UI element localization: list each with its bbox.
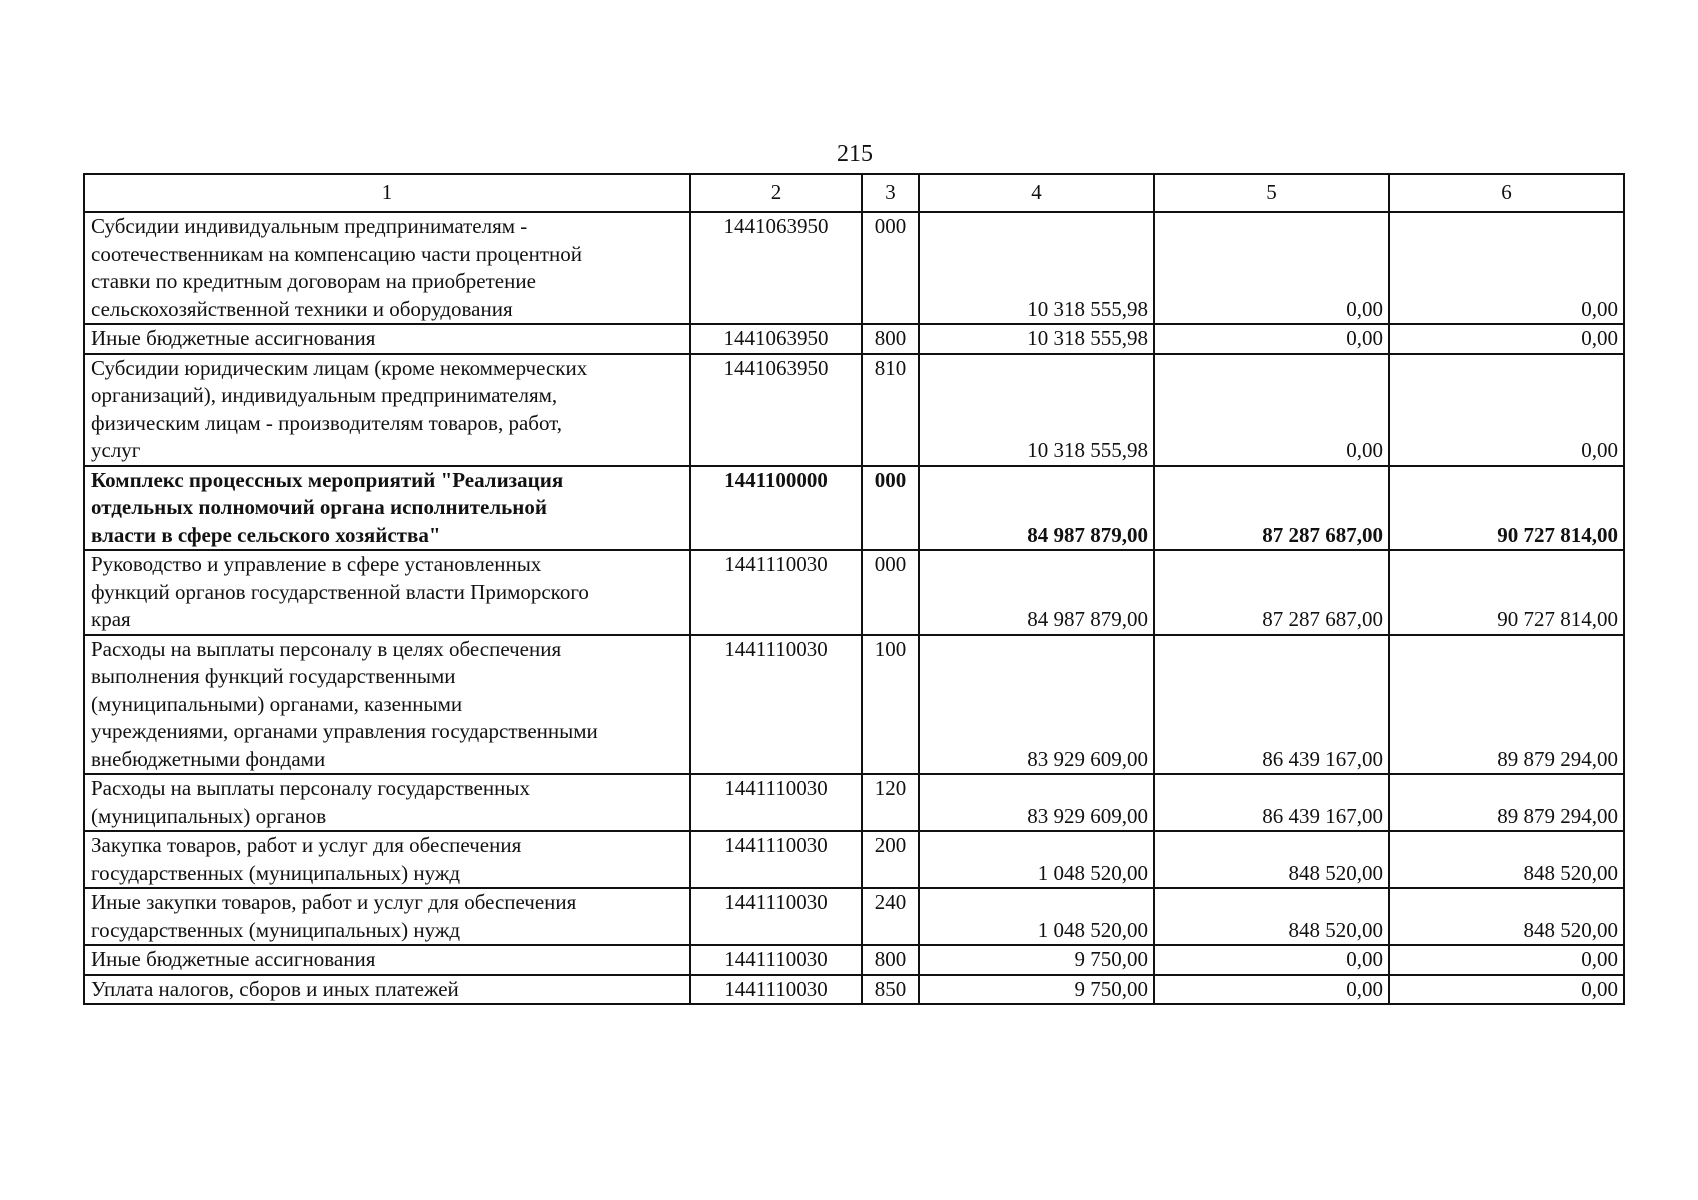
expense-name-line: Субсидии индивидуальным предпринимателям - [91,214,528,238]
table-row [84,324,1624,354]
column-header: 5 [1154,174,1389,212]
expense-name-cell [84,212,690,324]
expense-name-line: сельскохозяйственной техники и оборудования [91,296,513,321]
target-article-cell: 1441110030 [690,831,862,888]
expense-name-cell [84,975,690,1005]
amount-cell-col5: 86 439 167,00 [1154,774,1389,831]
expense-name-line: (муниципальных) органов [91,803,327,828]
expense-name-cell [84,635,690,775]
amount-cell-col5: 0,00 [1154,324,1389,354]
expense-type-cell: 000 [862,550,919,635]
amount-cell-col6: 90 727 814,00 [1389,466,1624,551]
amount-cell-col5: 0,00 [1154,212,1389,324]
expense-name-line: края [91,607,131,631]
expense-name-line: Иные бюджетные ассигнования [91,947,376,971]
amount-cell-col5: 0,00 [1154,354,1389,466]
column-header: 2 [690,174,862,212]
expense-type-cell: 800 [862,324,919,354]
amount-cell-col5: 0,00 [1154,975,1389,1005]
amount-cell-col5: 87 287 687,00 [1154,466,1389,551]
target-article-cell: 1441110030 [690,945,862,975]
amount-cell-col6: 848 520,00 [1389,888,1624,945]
target-article-cell: 1441063950 [690,354,862,466]
expense-type-cell: 100 [862,635,919,775]
expense-name-line: Комплекс процессных мероприятий "Реализация [91,467,564,492]
expense-name-line: Иные бюджетные ассигнования [91,326,376,350]
table-row [84,354,1624,466]
amount-cell-col6: 0,00 [1389,945,1624,975]
table-row [84,831,1624,888]
expense-name-line: Уплата налогов, сборов и иных платежей [91,976,459,1001]
target-article-cell: 1441100000 [690,466,862,551]
expense-type-cell: 800 [862,945,919,975]
target-article-cell: 1441063950 [690,324,862,354]
page-number: 215 [837,141,873,167]
amount-cell-col5: 86 439 167,00 [1154,635,1389,775]
expense-name-line: Субсидии юридическим лицам (кроме некоммерческих [91,355,588,380]
amount-cell-col6: 0,00 [1389,975,1624,1005]
column-header: 3 [862,174,919,212]
expense-type-cell: 000 [862,212,919,324]
amount-cell-col6: 0,00 [1389,354,1624,466]
expense-name-line: государственных (муниципальных) нужд [91,917,461,942]
table-row [84,975,1624,1005]
amount-cell-col4: 1 048 520,00 [919,888,1154,945]
table-body [84,212,1624,1004]
expense-type-cell: 200 [862,831,919,888]
amount-cell-col5: 0,00 [1154,945,1389,975]
amount-cell-col4: 9 750,00 [919,975,1154,1005]
table-row [84,550,1624,635]
expense-name-line: Руководство и управление в сфере установленных [91,552,542,576]
expense-name-line: физическим лицам - производителям товаров, работ, [91,410,563,435]
amount-cell-col4: 10 318 555,98 [919,354,1154,466]
expense-name-line: отдельных полномочий органа исполнительной [91,495,547,519]
expense-name-line: выполнения функций государственными [91,664,456,688]
expense-name-line: услуг [91,438,141,462]
amount-cell-col6: 848 520,00 [1389,831,1624,888]
table-row [84,945,1624,975]
amount-cell-col4: 84 987 879,00 [919,466,1154,551]
expense-name-line: власти в сфере сельского хозяйства" [91,522,441,547]
amount-cell-col6: 89 879 294,00 [1389,774,1624,831]
table-row [84,774,1624,831]
amount-cell-col4: 84 987 879,00 [919,550,1154,635]
column-header: 4 [919,174,1154,212]
amount-cell-col6: 0,00 [1389,324,1624,354]
expense-type-cell: 240 [862,888,919,945]
target-article-cell: 1441063950 [690,212,862,324]
expense-name-line: Иные закупки товаров, работ и услуг для обеспечения [91,890,577,914]
column-header: 1 [84,174,690,212]
expense-name-line: ставки по кредитным договорам на приобретение [91,269,536,293]
expense-name-line: учреждениями, органами управления государственными [91,719,598,743]
expense-name-line: Закупка товаров, работ и услуг для обеспечения [91,833,522,857]
target-article-cell: 1441110030 [690,888,862,945]
expense-name-cell [84,324,690,354]
table-row [84,635,1624,775]
amount-cell-col4: 10 318 555,98 [919,212,1154,324]
amount-cell-col4: 1 048 520,00 [919,831,1154,888]
expense-name-cell [84,774,690,831]
amount-cell-col4: 83 929 609,00 [919,774,1154,831]
expense-name-line: Расходы на выплаты персоналу в целях обеспечения [91,636,562,661]
expense-name-line: функций органов государственной власти Приморского [91,579,589,604]
expense-type-cell: 120 [862,774,919,831]
amount-cell-col5: 848 520,00 [1154,888,1389,945]
expense-name-cell [84,466,690,551]
amount-cell-col4: 10 318 555,98 [919,324,1154,354]
amount-cell-col5: 848 520,00 [1154,831,1389,888]
target-article-cell: 1441110030 [690,550,862,635]
expense-name-cell [84,354,690,466]
expense-name-cell [84,945,690,975]
budget-table [83,173,1625,1005]
expense-name-line: организаций), индивидуальным предпринимателям, [91,383,558,407]
target-article-cell: 1441110030 [690,635,862,775]
target-article-cell: 1441110030 [690,975,862,1005]
expense-name-line: внебюджетными фондами [91,746,326,771]
table-row [84,212,1624,324]
amount-cell-col6: 90 727 814,00 [1389,550,1624,635]
table-row [84,888,1624,945]
expense-type-cell: 000 [862,466,919,551]
header-row [84,174,1624,212]
expense-name-cell [84,831,690,888]
target-article-cell: 1441110030 [690,774,862,831]
expense-name-cell [84,888,690,945]
expense-name-line: (муниципальными) органами, казенными [91,691,463,716]
table-row [84,466,1624,551]
expense-name-cell [84,550,690,635]
amount-cell-col4: 9 750,00 [919,945,1154,975]
expense-name-line: государственных (муниципальных) нужд [91,860,461,885]
column-header: 6 [1389,174,1624,212]
amount-cell-col4: 83 929 609,00 [919,635,1154,775]
amount-cell-col6: 0,00 [1389,212,1624,324]
amount-cell-col5: 87 287 687,00 [1154,550,1389,635]
amount-cell-col6: 89 879 294,00 [1389,635,1624,775]
expense-type-cell: 810 [862,354,919,466]
expense-name-line: Расходы на выплаты персоналу государственных [91,776,530,800]
expense-type-cell: 850 [862,975,919,1005]
expense-name-line: соотечественникам на компенсацию части процентной [91,241,582,266]
